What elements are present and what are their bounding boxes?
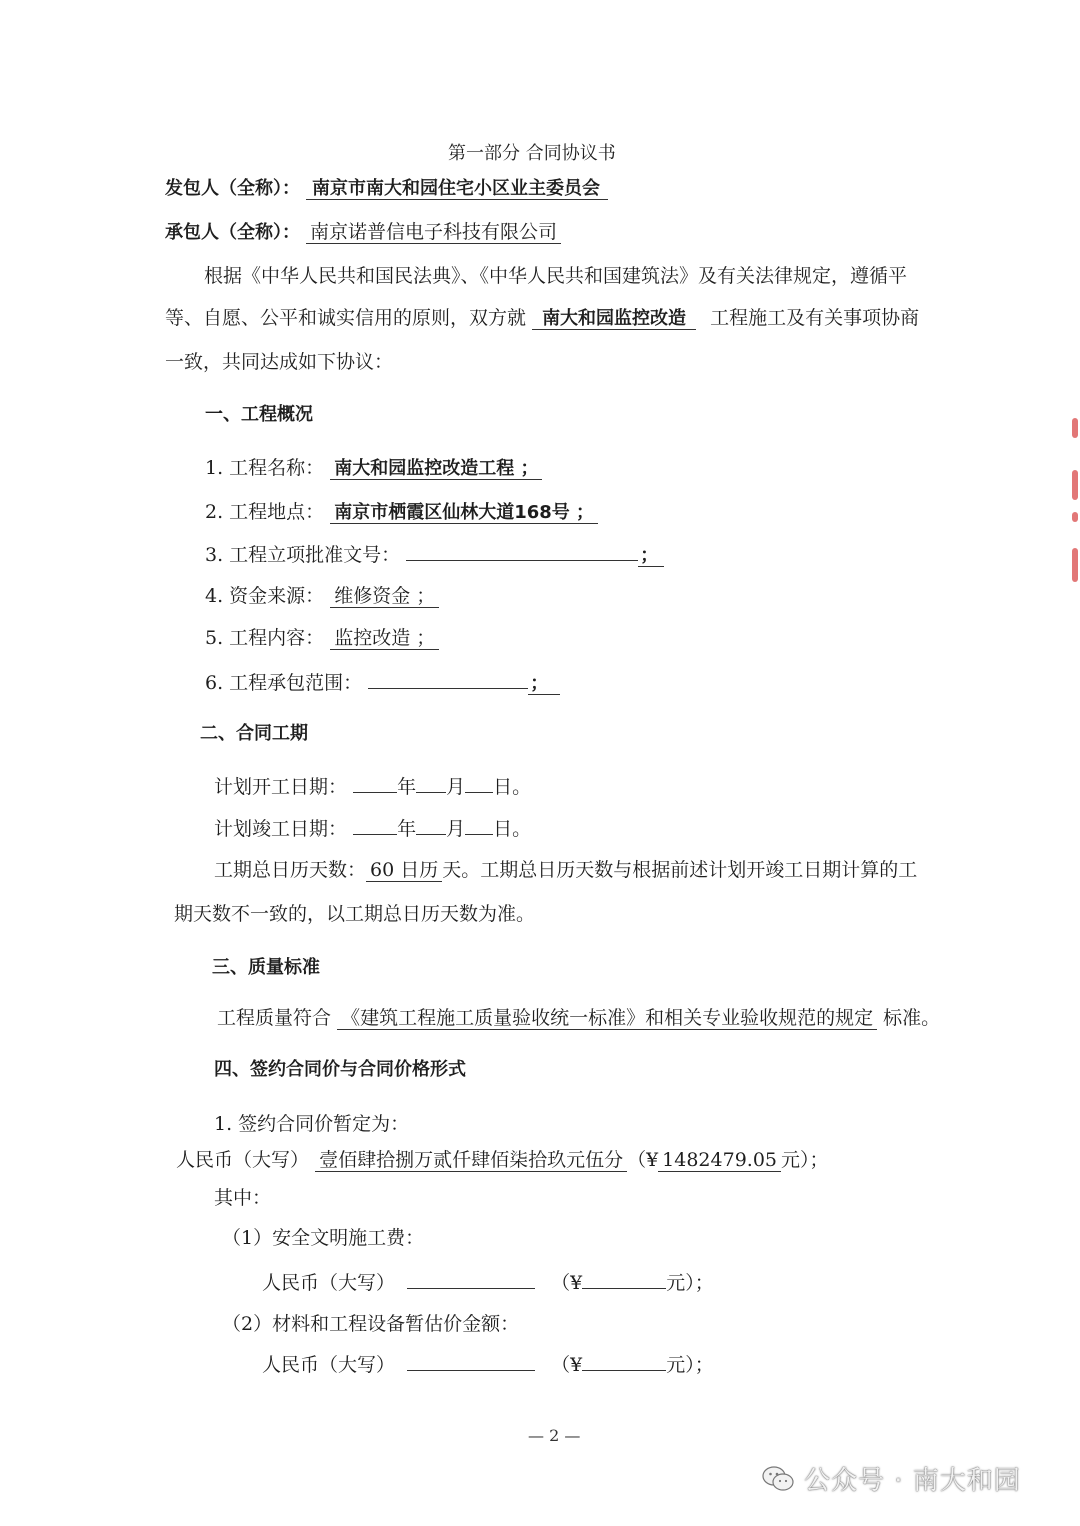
total-days-line [214,858,917,882]
rmb-words-value: 壹佰肆拾捌万贰仟肆佰柒拾玖元伍分 [315,1149,627,1172]
planned-start-label: 计划开工日期： [214,776,348,798]
end-day-blank [465,816,493,835]
s1-item-5-value: 监控改造 ； [330,627,439,650]
wechat-icon [762,1465,794,1493]
s1-item-3-label: 3. 工程立项批准文号： [205,544,401,566]
intro-line-2-a: 等、自愿、公平和诚实信用的原则，双方就 [165,307,527,329]
s1-item-5-label: 5. 工程内容： [205,627,325,649]
section-1-heading: 一、工程概况 [205,404,313,425]
end-year-blank [353,816,397,835]
s1-item-6 [205,670,560,696]
s1-item-5 [205,626,439,650]
seal-fragment-1 [1072,418,1078,438]
provisional-sum-label: （2）材料和工程设备暂估价金额： [222,1313,520,1335]
watermark-text: 公众号 · 南大和园 [804,1466,1021,1496]
intro-line-2-b: 工程施工及有关事项协商 [710,307,920,329]
provisional-sum-num-blank [582,1352,666,1371]
s1-item-6-label: 6. 工程承包范围： [205,672,363,694]
contractor-value: 南京诺普信电子科技有限公司 [306,221,561,244]
safety-fee-line [262,1270,714,1295]
issuer-value: 南京市南大和园住宅小区业主委员会 [306,178,608,200]
s1-item-4 [205,584,439,608]
safety-fee-num-blank [582,1270,666,1289]
contractor-line [165,220,561,245]
rmb-label: 人民币（大写） [176,1149,310,1171]
seal-fragment-4 [1072,548,1078,582]
s1-item-2-value: 南京市栖霞区仙林大道168号 ； [330,502,598,524]
contract-price-line [176,1148,829,1172]
quality-tail: 标准。 [883,1007,941,1029]
safety-fee-rmb-label: 人民币（大写） [262,1272,396,1294]
quality-standard-line [217,1006,940,1030]
start-month-unit: 月 [446,776,466,798]
planned-end-line [214,816,531,841]
s1-item-6-value: ； [528,673,560,695]
start-year-blank [353,774,397,793]
rmb-num-close: 元）； [781,1149,829,1171]
s1-item-6-blank [368,670,528,689]
safety-fee-yen: （¥ [551,1272,583,1294]
safety-fee-yuan: 元）； [666,1272,714,1294]
issuer-label: 发包人（全称）： [165,178,300,199]
start-month-blank [416,774,446,793]
total-days-line-2: 期天数不一致的，以工期总日历天数为准。 [174,903,536,925]
s1-item-1-label: 1. 工程名称： [205,457,325,479]
planned-start-line [214,774,531,799]
end-year-unit: 年 [397,818,417,840]
section-3-heading: 三、质量标准 [212,957,320,978]
start-year-unit: 年 [397,776,417,798]
provisional-sum-yuan: 元）； [666,1354,714,1376]
start-day-blank [465,774,493,793]
s1-item-3-value: ； [638,545,664,567]
contractor-label: 承包人（全称）： [165,222,300,243]
section-2-heading: 二、合同工期 [200,723,308,744]
total-days-text: 天。工期总日历天数与根据前述计划开竣工日期计算的工 [442,859,918,881]
wechat-watermark [762,1460,1021,1497]
start-day-unit: 日。 [493,776,532,798]
intro-line-1: 根据《中华人民共和国民法典》、《中华人民共和国建筑法》及有关法律规定，遵循平 [204,265,908,287]
document-title: 第一部分 合同协议书 [448,143,616,164]
provisional-sum-line [262,1352,714,1377]
project-name-inline: 南大和园监控改造 [532,308,696,330]
total-days-value: 60 日历 [366,859,442,882]
contract-price-label: 1. 签约合同价暂定为： [214,1113,410,1135]
among-label: 其中： [214,1187,272,1209]
s1-item-4-label: 4. 资金来源： [205,585,325,607]
total-days-label: 工期总日历天数： [214,859,367,881]
intro-line-3: 一致，共同达成如下协议： [165,351,394,373]
s1-item-2-label: 2. 工程地点： [205,501,325,523]
s1-item-3 [205,542,664,568]
provisional-sum-words-blank [407,1352,535,1371]
page-number: — 2 — [528,1426,581,1445]
provisional-sum-yen: （¥ [551,1354,583,1376]
section-4-heading: 四、签约合同价与合同价格形式 [214,1059,466,1080]
intro-line-2 [165,306,919,331]
seal-fragment-2 [1072,470,1078,500]
rmb-num-open: （¥ [627,1149,659,1171]
end-month-unit: 月 [446,818,466,840]
s1-item-1 [205,456,542,481]
issuer-line [165,176,608,201]
planned-end-label: 计划竣工日期： [214,818,348,840]
seal-fragment-3 [1072,512,1078,522]
provisional-sum-rmb-label: 人民币（大写） [262,1354,396,1376]
rmb-num-value: 1482479.05 [658,1149,781,1172]
end-month-blank [416,816,446,835]
s1-item-2 [205,500,598,525]
quality-label: 工程质量符合 [217,1007,332,1029]
s1-item-3-blank [406,542,638,561]
safety-fee-words-blank [407,1270,535,1289]
s1-item-4-value: 维修资金 ； [330,585,439,608]
quality-standard-value: 《建筑工程施工质量验收统一标准》和相关专业验收规范的规定 [337,1007,877,1030]
end-day-unit: 日。 [493,818,532,840]
safety-fee-label: （1）安全文明施工费： [222,1227,425,1249]
s1-item-1-value: 南大和园监控改造工程 ； [330,458,542,480]
